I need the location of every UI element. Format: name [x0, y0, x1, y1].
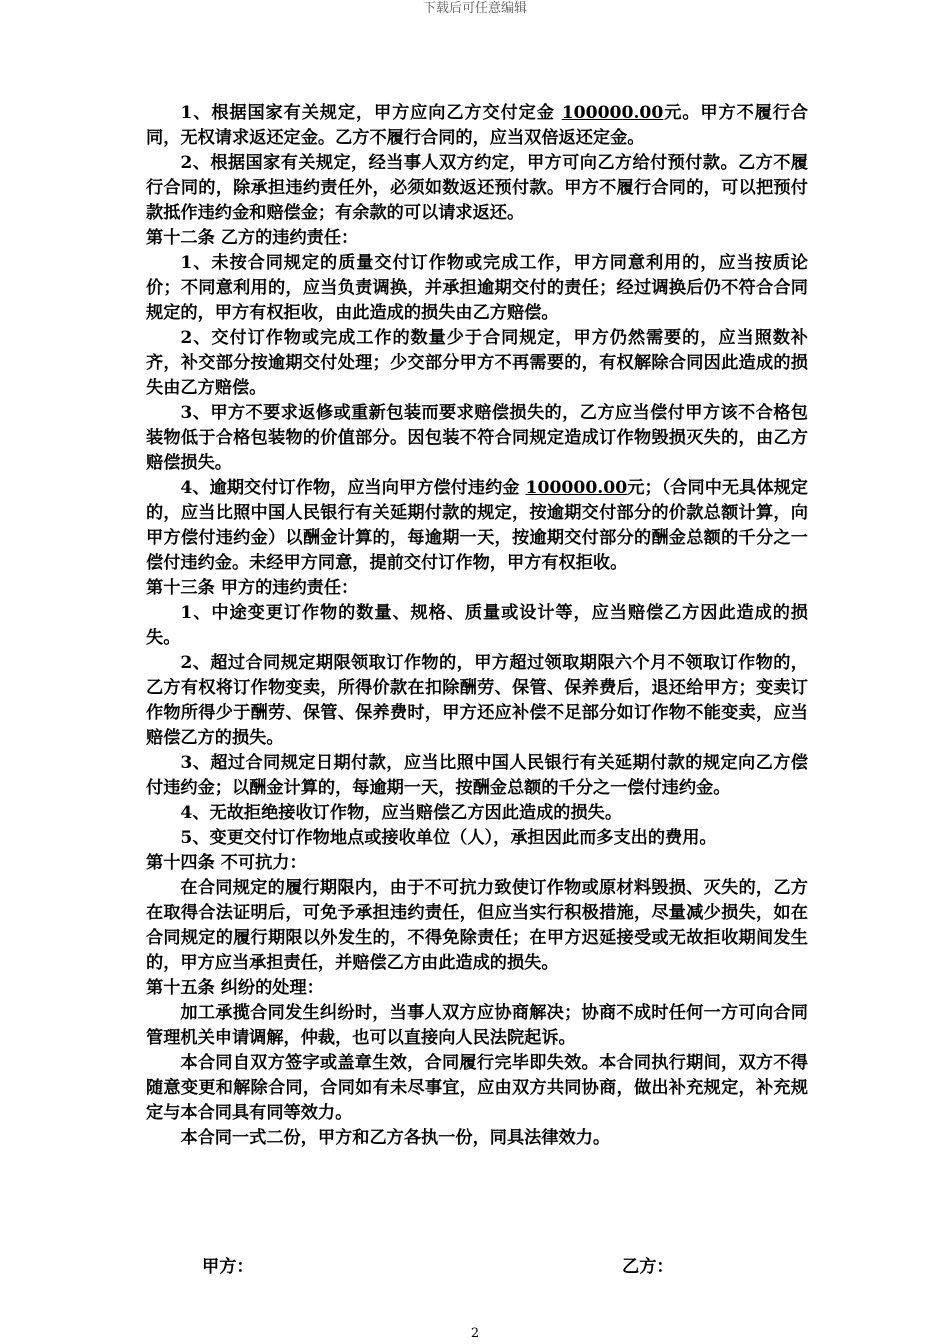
article15-paragraph-3: 本合同一式二份，甲方和乙方各执一份，同具法律效力。: [180, 1128, 611, 1148]
article12-paragraph-3: 3、甲方不要求返修或重新包装而要求赔偿损失的，乙方应当偿付甲方该不合格包装物低于合格包装物的价值部分。因包装不符合同规定造成订作物毁损灭失的，由乙方赔偿损失。: [146, 403, 808, 473]
article13-paragraph-2: 2、超过合同规定期限领取订作物的，甲方超过领取期限六个月不领取订作物的，乙方有权将订作物变卖，所得价款在扣除酬劳、保管、保养费后，退还给甲方；变卖订作物所得少于酬劳、保管、保养费时，甲方还应补偿不足部分如订作物不能变卖，应当赔偿乙方的损失。: [146, 653, 808, 748]
article13-paragraph-4: 4、无故拒绝接收订作物，应当赔偿乙方因此造成的损失。: [180, 803, 623, 823]
article14-title: 第十四条 不可抗力：: [146, 853, 307, 873]
penalty-amount: 100000.00: [525, 478, 628, 498]
article14-paragraph-1: 在合同规定的履行期限内，由于不可抗力致使订作物或原材料毁损、灭失的，乙方在取得合法证明后，可免予承担违约责任，但应当实行积极措施，尽量减少损失，如在合同规定的履行期限以外发生的，不得免除责任；在甲方迟延接受或无故拒收期间发生的，甲方应当承担责任，并赔偿乙方由此造成的损失。: [146, 878, 808, 973]
article12-title: 第十二条 乙方的违约责任：: [146, 228, 359, 248]
article15-paragraph-2: 本合同自双方签字或盖章生效，合同履行完毕即失效。本合同执行期间，双方不得随意变更和解除合同，合同如有未尽事宜，应由双方共同协商，做出补充规定，补充规定与本合同具有同等效力。: [146, 1053, 808, 1123]
article13-title: 第十三条 甲方的违约责任：: [146, 578, 359, 598]
article12-paragraph-2: 2、交付订作物或完成工作的数量少于合同规定，甲方仍然需要的，应当照数补齐，补交部分按逾期交付处理；少交部分甲方不再需要的，有权解除合同因此造成的损失由乙方赔偿。: [146, 328, 808, 398]
page-header: 下载后可任意编辑: [422, 1, 527, 16]
contract-body: [146, 101, 808, 1151]
party-a-signature-label: 甲方：: [202, 1257, 254, 1277]
article11-paragraph-1: 1、根据国家有关规定，甲方应向乙方交付定金 100000.00元。甲方不履行合同，无权请求返还定金。乙方不履行合同的，应当双倍返还定金。: [146, 103, 808, 148]
article11-paragraph-2: 2、根据国家有关规定，经当事人双方约定，甲方可向乙方给付预付款。乙方不履行合同的，除承担违约责任外，必须如数返还预付款。甲方不履行合同的，可以把预付款抵作违约金和赔偿金；有余款的可以请求返还。: [146, 153, 808, 223]
article12-paragraph-1: 1、未按合同规定的质量交付订作物或完成工作，甲方同意利用的，应当按质论价；不同意利用的，应当负责调换，并承担逾期交付的责任；经过调换后仍不符合合同规定的，甲方有权拒收，由此造成的损失由乙方赔偿。: [146, 253, 808, 323]
deposit-amount: 100000.00: [561, 103, 664, 123]
article13-paragraph-3: 3、超过合同规定日期付款，应当比照中国人民银行有关延期付款的规定向乙方偿付违约金；以酬金计算的，每逾期一天，按酬金总额的千分之一偿付违约金。: [146, 753, 808, 798]
article15-title: 第十五条 纠纷的处理：: [146, 978, 324, 998]
article13-paragraph-5: 5、变更交付订作物地点或接收单位（人），承担因此而多支出的费用。: [180, 828, 717, 848]
article15-paragraph-1: 加工承揽合同发生纠纷时，当事人双方应协商解决；协商不成时任何一方可向合同管理机关申请调解，仲裁，也可以直接向人民法院起诉。: [146, 1003, 808, 1048]
page-number: 2: [470, 1326, 480, 1341]
party-b-signature-label: 乙方：: [622, 1257, 674, 1277]
article12-paragraph-4: 4、逾期交付订作物，应当向甲方偿付违约金 100000.00元；（合同中无具体规定的，应当比照中国人民银行有关延期付款的规定，按逾期交付部分的价款总额计算，向甲方偿付违约金）以酬金计算的，每逾期一天，按逾期交付部分的酬金总额的千分之一偿付违约金。未经甲方同意，提前交付订作物，甲方有权拒收。: [146, 478, 808, 573]
article13-paragraph-1: 1、中途变更订作物的数量、规格、质量或设计等，应当赔偿乙方因此造成的损失。: [146, 603, 808, 648]
